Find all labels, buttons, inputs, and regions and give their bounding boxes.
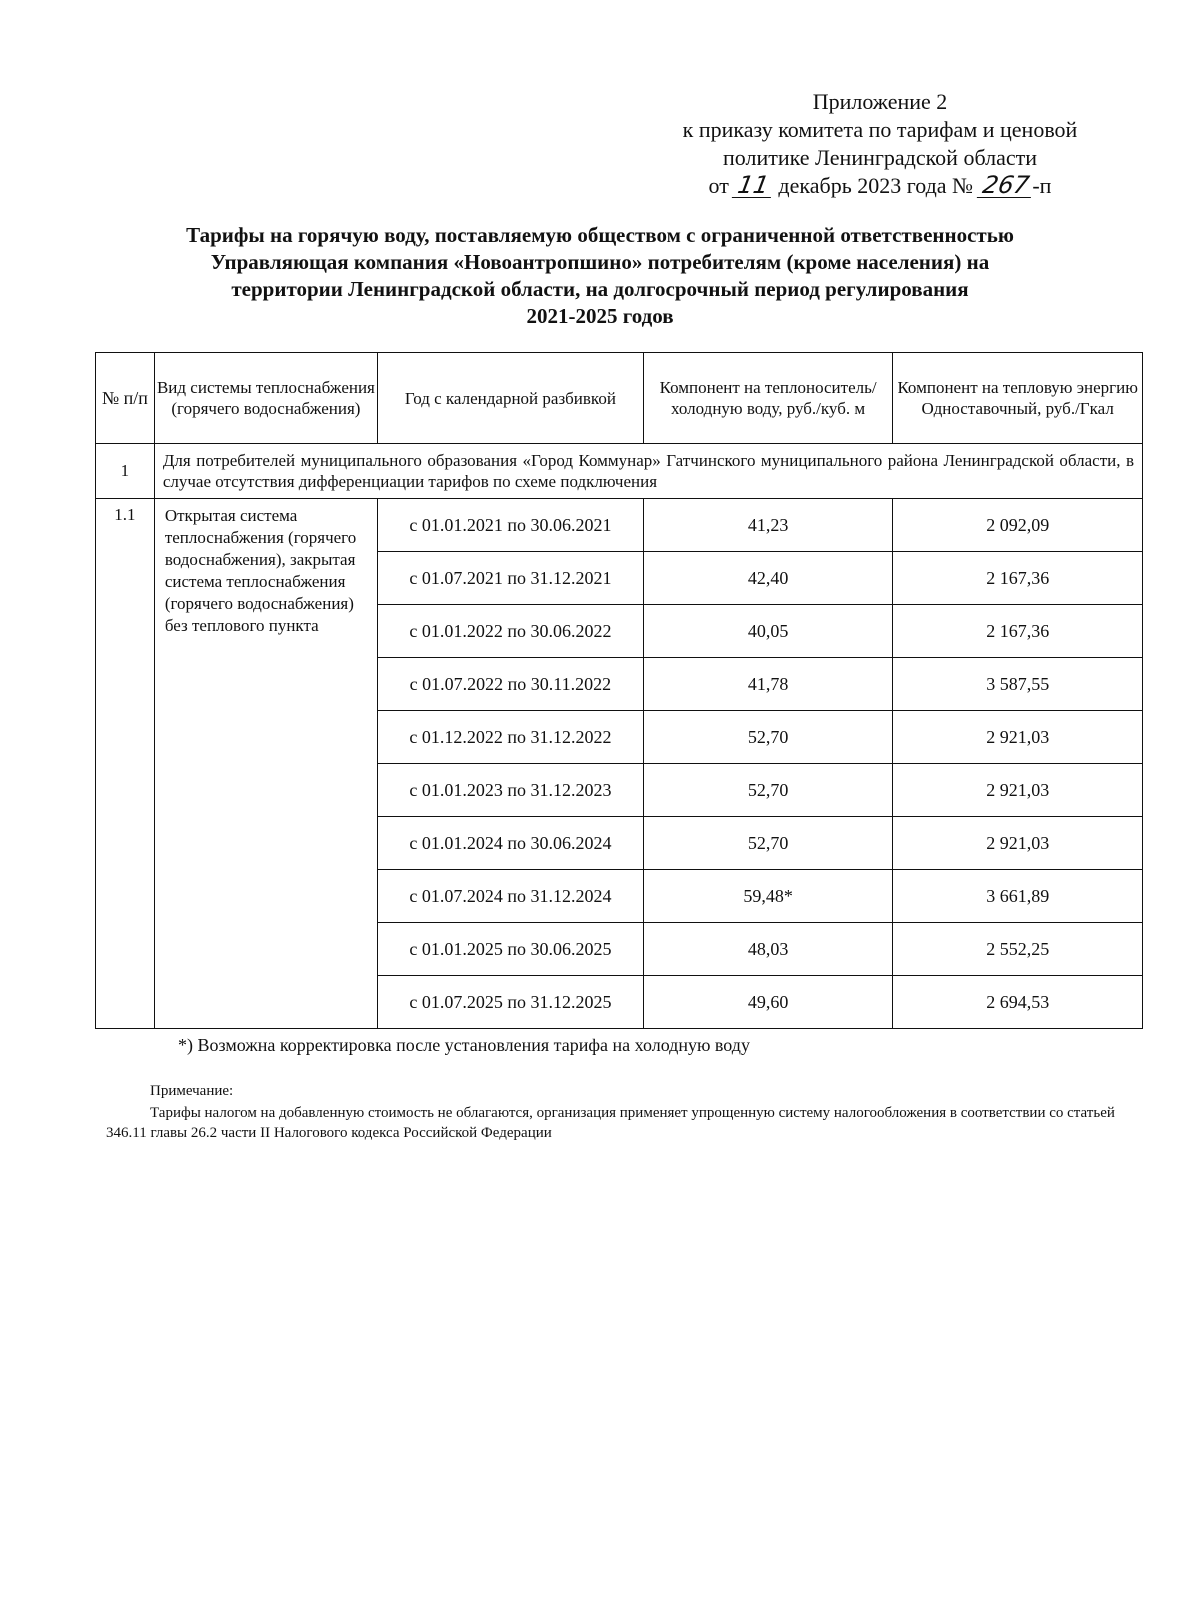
heat-component-cell: 2 921,03 [893,817,1143,870]
header-num: № п/п [96,353,155,444]
water-component-cell: 49,60 [643,976,893,1029]
table-row [96,499,1143,552]
period-cell: с 01.01.2025 по 30.06.2025 [378,923,644,976]
note-text: Тарифы налогом на добавленную стоимость не облагаются, организация применяет упрощенную систему налогообложения в соответствии со статьей 346.11 главы 26.2 части II Налогового кодекса Российской Федерации [106,1105,1115,1141]
sub-num: 1.1 [96,499,155,1029]
period-cell: с 01.07.2024 по 31.12.2024 [378,870,644,923]
heat-component-cell: 2 921,03 [893,764,1143,817]
annex-line-2: к приказу комитета по тарифам и ценовой [682,117,1078,142]
period-cell: с 01.01.2023 по 31.12.2023 [378,764,644,817]
water-component-cell: 59,48* [643,870,893,923]
header-heat: Компонент на тепловую энергию Одноставочный, руб./Гкал [893,353,1143,444]
title-line-1: Тарифы на горячую воду, поставляемую обществом с ограниченной ответственностью [186,223,1014,247]
heat-component-cell: 2 167,36 [893,605,1143,658]
water-component-cell: 48,03 [643,923,893,976]
annex-date-line [620,172,1140,200]
group-num: 1 [96,444,155,499]
table-header-row [96,353,1143,444]
month-year: декабрь 2023 года № [778,173,974,198]
note-label: Примечание: [150,1083,234,1099]
heat-component-cell: 2 921,03 [893,711,1143,764]
date-prefix: от [708,173,729,198]
header-period: Год с календарной разбивкой [378,353,644,444]
annex-header [620,88,1140,200]
annex-line-3: политике Ленинградской области [722,145,1037,170]
order-suffix: -п [1032,173,1052,198]
period-cell: с 01.12.2022 по 31.12.2022 [378,711,644,764]
heat-component-cell: 3 587,55 [893,658,1143,711]
title-line-2: Управляющая компания «Новоантропшино» потребителям (кроме населения) на [210,250,990,274]
heat-component-cell: 3 661,89 [893,870,1143,923]
water-component-cell: 52,70 [643,711,893,764]
period-cell: с 01.01.2022 по 30.06.2022 [378,605,644,658]
heat-component-cell: 2 694,53 [893,976,1143,1029]
footnote: *) Возможна корректировка после установления тарифа на холодную воду [178,1035,750,1055]
header-kind: Вид системы теплоснабжения (горячего водоснабжения) [154,353,377,444]
handwritten-order-number: 267 [976,173,1034,198]
period-cell: с 01.07.2022 по 30.11.2022 [378,658,644,711]
heat-component-cell: 2 092,09 [893,499,1143,552]
heat-component-cell: 2 167,36 [893,552,1143,605]
period-cell: с 01.07.2025 по 31.12.2025 [378,976,644,1029]
water-component-cell: 41,23 [643,499,893,552]
water-component-cell: 52,70 [643,764,893,817]
heat-component-cell: 2 552,25 [893,923,1143,976]
system-kind: Открытая система теплоснабжения (горячего водоснабжения), закрытая система теплоснабжения (горячего водоснабжения) без теплового пункта [154,499,377,1029]
tariff-table [95,352,1143,1029]
group-description: Для потребителей муниципального образования «Город Коммунар» Гатчинского муниципального района Ленинградской области, в случае отсутствия дифференциации тарифов по схеме подключения [154,444,1142,499]
water-component-cell: 40,05 [643,605,893,658]
handwritten-day: 11 [732,173,775,198]
header-water: Компонент на теплоноситель/холодную воду, руб./куб. м [643,353,893,444]
annex-title: Приложение 2 [812,89,948,114]
water-component-cell: 52,70 [643,817,893,870]
period-cell: с 01.01.2024 по 30.06.2024 [378,817,644,870]
document-title [95,222,1105,330]
water-component-cell: 41,78 [643,658,893,711]
period-cell: с 01.01.2021 по 30.06.2021 [378,499,644,552]
period-cell: с 01.07.2021 по 31.12.2021 [378,552,644,605]
title-line-4: 2021-2025 годов [526,304,674,328]
title-line-3: территории Ленинградской области, на долгосрочный период регулирования [231,277,969,301]
group-row [96,444,1143,499]
water-component-cell: 42,40 [643,552,893,605]
